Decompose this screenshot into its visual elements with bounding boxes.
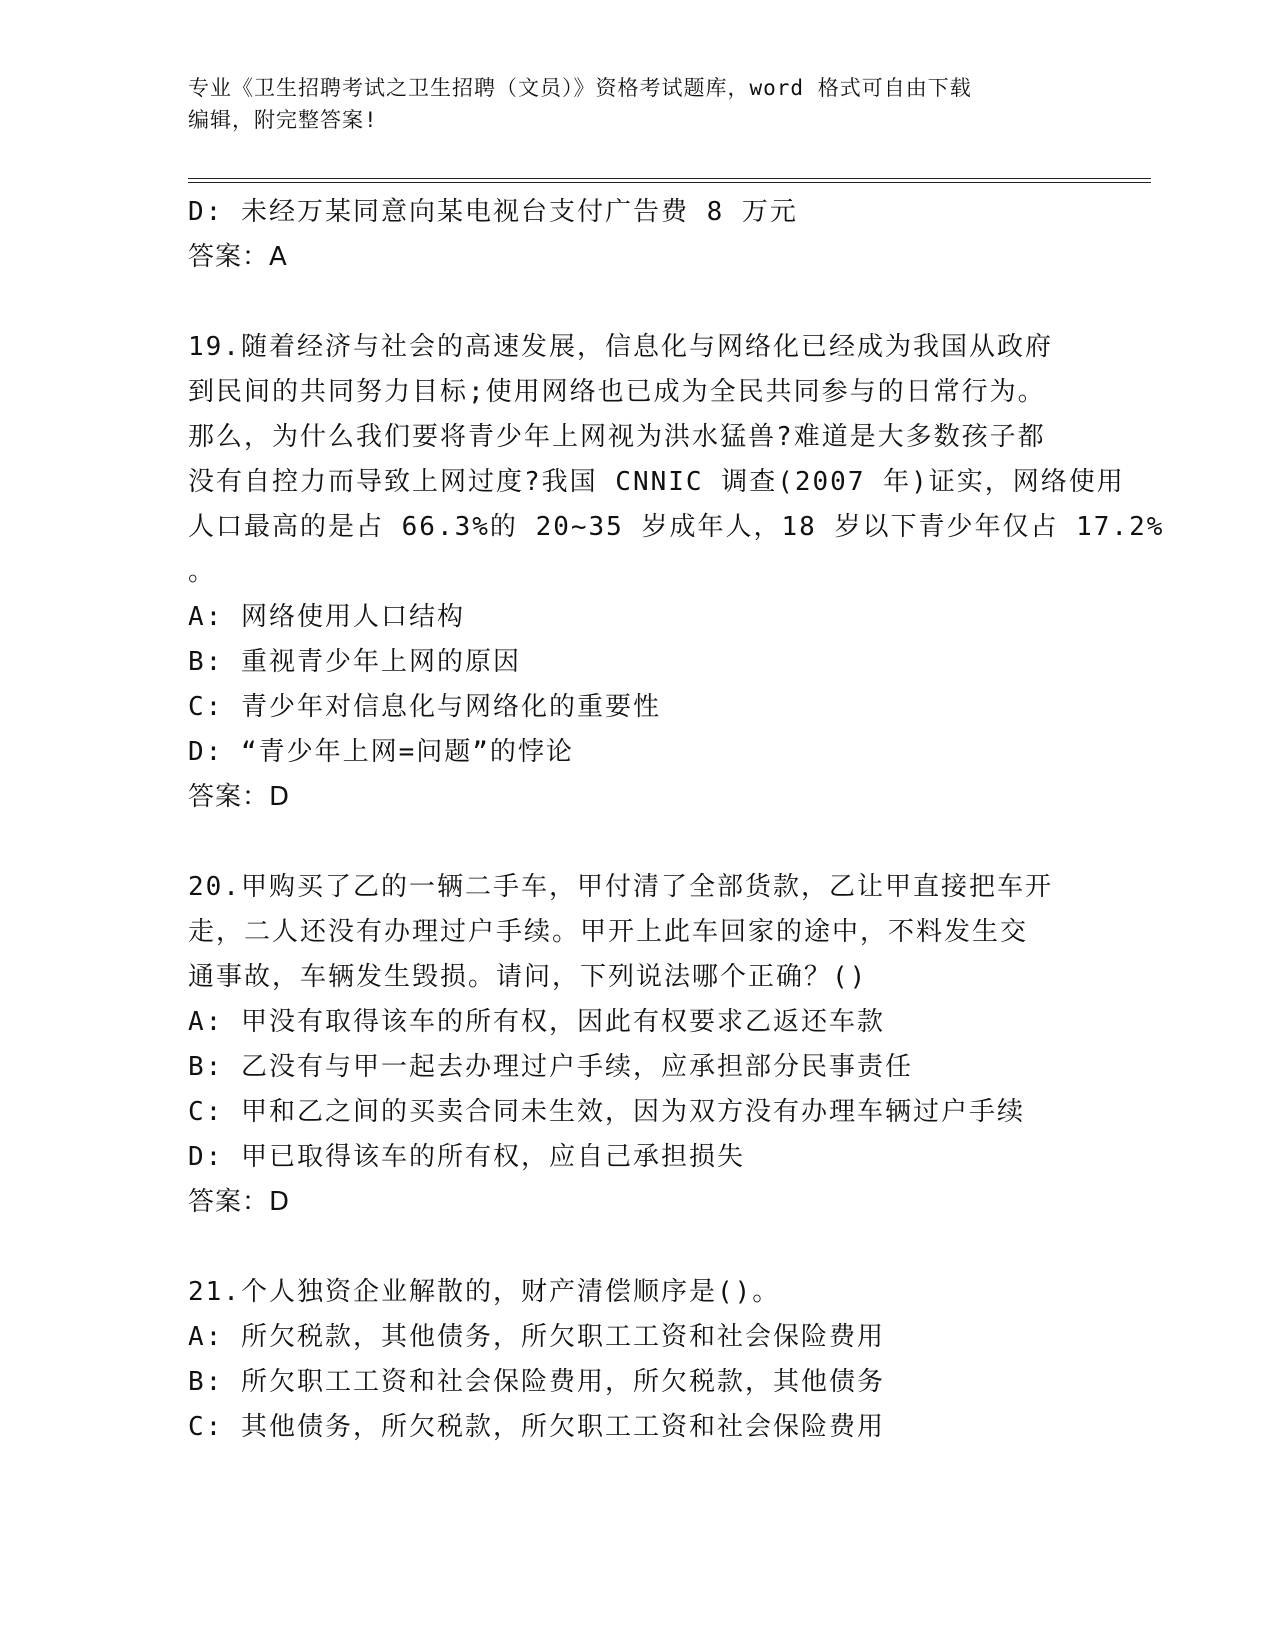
q19-answer: 答案：D [188,782,291,812]
q21-option-b: B: 所欠职工工资和社会保险费用，所欠税款，其他债务 [188,1367,885,1397]
q18-answer: 答案：A [188,242,288,272]
header-divider-top [188,178,1151,179]
q19-stem-line: 没有自控力而导致上网过度?我国 CNNIC 调查(2007 年)证实，网络使用 [188,467,1125,497]
question-spacer [188,1225,1088,1270]
q19-option-d: D: “青少年上网=问题”的悖论 [188,737,574,767]
question-20 [188,865,1088,1225]
question-19 [188,325,1165,820]
q20-stem-line: 走，二人还没有办理过户手续。甲开上此车回家的途中，不料发生交 [188,917,1029,947]
q21-option-a: A: 所欠税款，其他债务，所欠职工工资和社会保险费用 [188,1322,885,1352]
q19-option-c: C: 青少年对信息化与网络化的重要性 [188,692,661,722]
q20-option-d: D: 甲已取得该车的所有权，应自己承担损失 [188,1142,745,1172]
q19-option-a: A: 网络使用人口结构 [188,602,465,632]
q20-option-a: A: 甲没有取得该车的所有权，因此有权要求乙返还车款 [188,1007,885,1037]
q21-stem-line: 21.个人独资企业解散的，财产清偿顺序是()。 [188,1277,781,1307]
header-line-2: 编辑，附完整答案! [188,108,378,132]
document-header [188,72,1088,136]
q20-stem-line: 通事故，车辆发生毁损。请问，下列说法哪个正确？() [188,962,868,992]
q19-option-b: B: 重视青少年上网的原因 [188,647,521,677]
q19-stem-line: 到民间的共同努力目标;使用网络也已成为全民共同参与的日常行为。 [188,377,1046,407]
question-21 [188,1270,1088,1450]
q21-option-c: C: 其他债务，所欠税款，所欠职工工资和社会保险费用 [188,1412,885,1442]
q20-stem-line: 20.甲购买了乙的一辆二手车，甲付清了全部货款，乙让甲直接把车开 [188,872,1053,902]
header-line-1: 专业《卫生招聘考试之卫生招聘（文员）》资格考试题库，word 格式可自由下载 [188,76,972,100]
q18-option-d: D: 未经万某同意向某电视台支付广告费 8 万元 [188,197,798,227]
q19-stem-line: 人口最高的是占 66.3%的 20~35 岁成年人，18 岁以下青少年仅占 17.2% [188,512,1165,542]
q19-stem-line: 。 [188,557,217,587]
q19-stem-line: 19.随着经济与社会的高速发展，信息化与网络化已经成为我国从政府 [188,332,1053,362]
q20-option-b: B: 乙没有与甲一起去办理过户手续，应承担部分民事责任 [188,1052,913,1082]
question-body [188,190,1165,1450]
header-divider-bottom [188,182,1151,183]
q20-option-c: C: 甲和乙之间的买卖合同未生效，因为双方没有办理车辆过户手续 [188,1097,1025,1127]
question-spacer [188,820,1088,865]
question-spacer [188,280,1088,325]
q19-stem-line: 那么，为什么我们要将青少年上网视为洪水猛兽?难道是大多数孩子都 [188,422,1046,452]
q20-answer: 答案：D [188,1187,291,1217]
